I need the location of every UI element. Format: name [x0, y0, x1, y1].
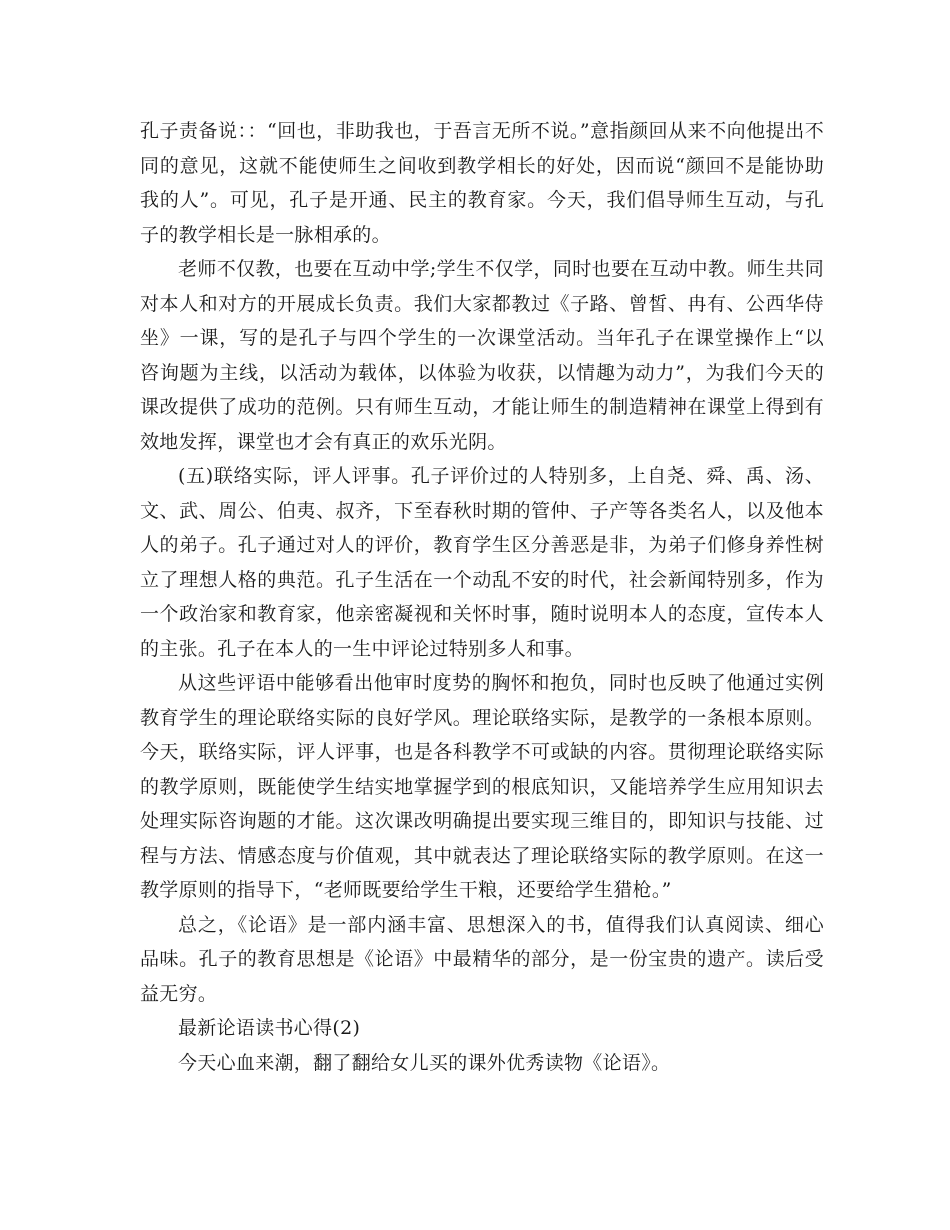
paragraph-5: 总之，《论语》是一部内涵丰富、思想深入的书，值得我们认真阅读、细心品味。孔子的教育思想是《论语》中最精华的部分，是一份宝贵的遗产。读后受益无穷。 [140, 913, 824, 1005]
paragraph-1: 孔子责备说：：“回也，非助我也，于吾言无所不说。”意指颜回从来不向他提出不同的意见，这就不能使师生之间收到教学相长的好处，因而说“颜回不是能协助我的人”。可见，孔子是开通、民主的教育家。今天，我们倡导师生互动，与孔子的教学相长是一脉相承的。 [140, 120, 824, 246]
paragraph-3: (五)联络实际，评人评事。孔子评价过的人特别多，上自尧、舜、禹、汤、文、武、周公、伯夷、叔齐，下至春秋时期的管仲、子产等各类名人，以及他本人的弟子。孔子通过对人的评价，教育学生区分善恶是非，为弟子们修身养性树立了理想人格的典范。孔子生活在一个动乱不安的时代，社会新闻特别多，作为一个政治家和教育家，他亲密凝视和关怀时事，随时说明本人的态度，宣传本人的主张。孔子在本人的一生中评论过特别多人和事。 [140, 465, 824, 660]
paragraph-2: 老师不仅教，也要在互动中学;学生不仅学，同时也要在互动中教。师生共同对本人和对方的开展成长负责。我们大家都教过《子路、曾皙、冉有、公西华侍坐》一课，写的是孔子与四个学生的一次课堂活动。当年孔子在课堂操作上“以咨询题为主线，以活动为载体，以体验为收获，以情趣为动力”，为我们今天的课改提供了成功的范例。只有师生互动，才能让师生的制造精神在课堂上得到有效地发挥，课堂也才会有真正的欢乐光阴。 [140, 258, 824, 453]
section-title: 最新论语读书心得(2) [178, 1017, 361, 1039]
paragraph-4: 从这些评语中能够看出他审时度势的胸怀和抱负，同时也反映了他通过实例教育学生的理论联络实际的良好学风。理论联络实际，是教学的一条根本原则。今天，联络实际，评人评事，也是各科教学不可或缺的内容。贯彻理论联络实际的教学原则，既能使学生结实地掌握学到的根底知识，又能培养学生应用知识去处理实际咨询题的才能。这次课改明确提出要实现三维目的，即知识与技能、过程与方法、情感态度与价值观，其中就表达了理论联络实际的教学原则。在这一教学原则的指导下，“老师既要给学生干粮，还要给学生猎枪。” [140, 672, 824, 901]
closing-paragraph: 今天心血来潮，翻了翻给女儿买的课外优秀读物《论语》。 [178, 1051, 671, 1074]
document-body [140, 114, 824, 1080]
